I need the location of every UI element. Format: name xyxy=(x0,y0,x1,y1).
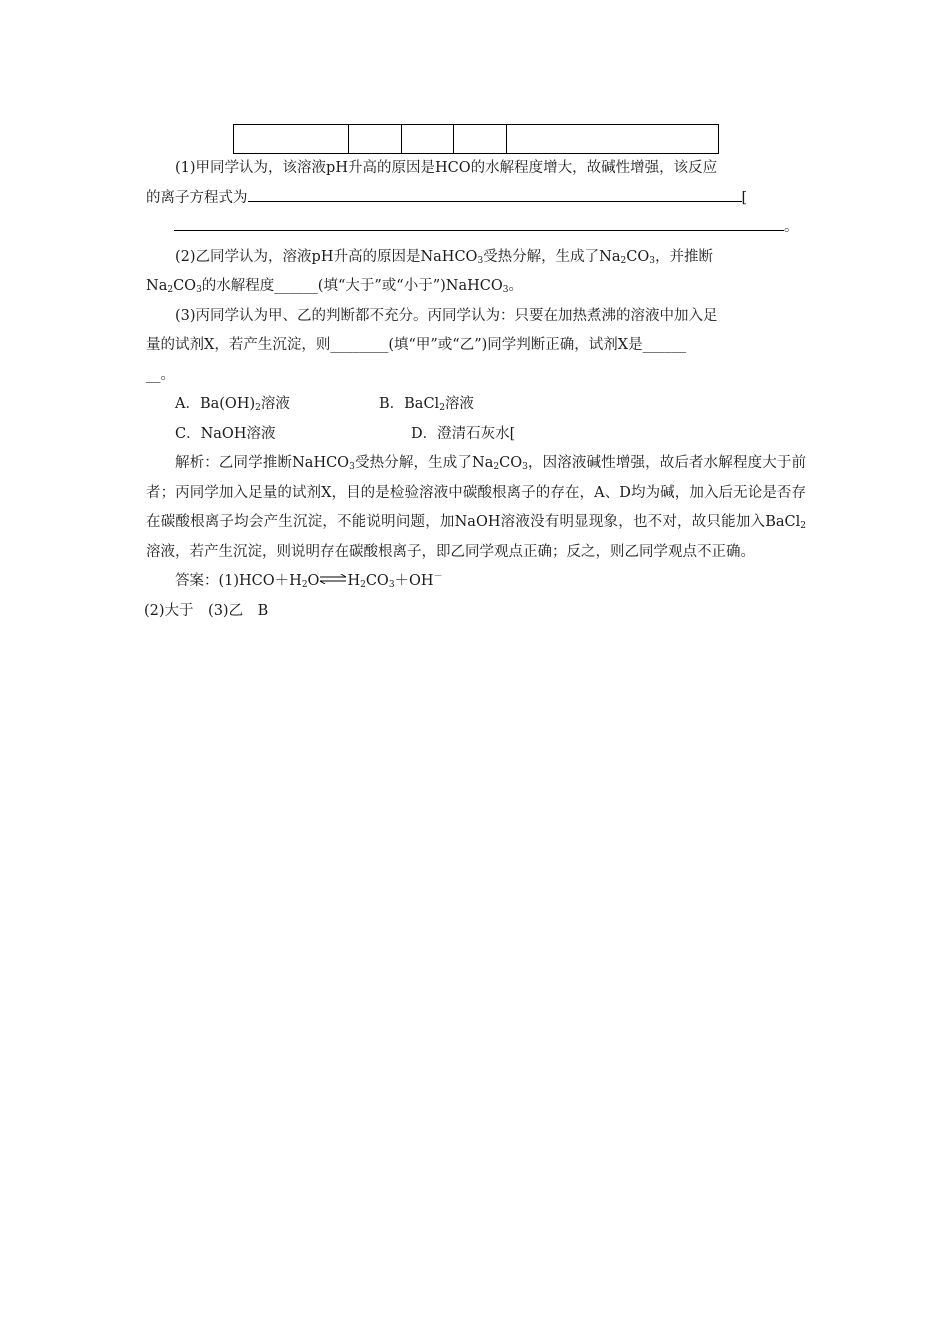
q2-text: 。 xyxy=(508,278,523,294)
equation-text: H xyxy=(347,573,361,589)
q1-end: 。 xyxy=(784,219,799,235)
table-cell xyxy=(349,125,402,154)
q2-text: 受热分解，生成了Na xyxy=(483,248,621,265)
q2-text: ，并推断 xyxy=(654,248,713,265)
option-a-tail: 溶液 xyxy=(260,396,290,412)
q1-bracket: [ xyxy=(741,189,748,206)
q2-text: Na xyxy=(146,278,168,294)
analysis xyxy=(146,449,806,567)
answer-label: 答案： xyxy=(175,573,219,589)
subscript: 3 xyxy=(477,255,484,266)
option-b xyxy=(379,390,474,420)
q3-line2: 量的试剂X，若产生沉淀，则________(填“甲”或“乙”)同学判断正确，试剂X是______ xyxy=(146,337,687,353)
subscript: 2 xyxy=(167,285,174,295)
answer-blank xyxy=(174,216,784,231)
equation-text: ＋OH xyxy=(394,573,434,589)
data-table xyxy=(233,124,719,154)
subscript: 3 xyxy=(196,285,202,295)
subscript: 3 xyxy=(522,462,528,472)
question-2 xyxy=(146,243,806,302)
q2-line2 xyxy=(146,272,806,302)
equation-text: (1)HCO＋H xyxy=(218,573,302,589)
q1-line2 xyxy=(146,184,806,214)
table-row xyxy=(234,125,719,154)
q2-text: CO xyxy=(626,248,650,265)
q3-line1: (3)丙同学认为甲、乙的判断都不充分。丙同学认为：只要在加热煮沸的溶液中加入足 xyxy=(175,307,718,324)
equilibrium-arrow-icon xyxy=(319,574,347,584)
subscript: 2 xyxy=(439,403,445,413)
spacer xyxy=(146,217,174,231)
q2-line1 xyxy=(146,243,806,273)
analysis-text: 受热分解，生成了Na xyxy=(354,455,494,471)
superscript: － xyxy=(433,572,443,583)
option-a-text: A．Ba(OH) xyxy=(175,396,256,412)
option-d: D．澄清石灰水[ xyxy=(411,425,516,442)
option-b-text: B．BaCl xyxy=(379,396,440,412)
answer-line1 xyxy=(146,567,806,597)
q1-line3 xyxy=(146,213,806,243)
table-cell xyxy=(234,125,349,154)
options-row-1 xyxy=(146,390,806,420)
subscript: 3 xyxy=(349,462,355,472)
subscript: 2 xyxy=(301,580,308,590)
table-cell xyxy=(507,125,719,154)
q1-line2-text: 的离子方程式为 xyxy=(146,189,248,206)
q1-line1: (1)甲同学认为，该溶液pH升高的原因是HCO的水解程度增大，故碱性增强，该反应 xyxy=(175,160,718,176)
analysis-text: CO xyxy=(499,455,523,471)
question-1 xyxy=(146,154,806,243)
subscript: 2 xyxy=(800,521,806,531)
subscript: 3 xyxy=(388,580,395,590)
analysis-text: 溶液，若产生沉淀，则说明存在碳酸根离子，即乙同学观点正确；反之，则乙同学观点不正确。 xyxy=(146,543,755,560)
options-row-2 xyxy=(146,420,806,450)
q2-text: CO xyxy=(173,278,197,294)
answer xyxy=(146,567,806,626)
subscript: 2 xyxy=(255,403,261,413)
option-a xyxy=(175,390,379,420)
subscript: 3 xyxy=(502,285,509,295)
q3-line3: __。 xyxy=(146,366,175,383)
subscript: 2 xyxy=(620,255,627,266)
document-body xyxy=(146,124,806,626)
equation-text: O xyxy=(307,573,320,589)
table-cell xyxy=(402,125,454,154)
q2-text: 的水解程度______(填“大于”或“小于”)NaHCO xyxy=(201,278,503,294)
q2-text: (2)乙同学认为，溶液pH升高的原因是NaHCO xyxy=(175,248,478,265)
option-c: C．NaOH溶液 xyxy=(175,425,276,442)
subscript: 3 xyxy=(649,255,655,266)
equation-text: CO xyxy=(365,573,389,589)
answer-line2: (2)大于 (3)乙 B xyxy=(144,602,269,619)
analysis-text: 解析：乙同学推断NaHCO xyxy=(175,455,350,471)
table-cell xyxy=(454,125,507,154)
option-b-tail: 溶液 xyxy=(444,396,474,412)
analysis-text: ，因溶液碱性增强，故后者水解程度大于前者；丙同学加入足量的试剂X，目的是检验溶液中碳酸根离子的存在，A、D均为碱，加入后无论是否存在碳酸根离子均会产生沉淀，不能说明问题，加NaOH溶液没有明显现象，也不对，故只能加入BaCl xyxy=(146,455,806,530)
answer-blank xyxy=(248,187,742,202)
subscript: 2 xyxy=(360,580,366,590)
subscript: 2 xyxy=(493,462,500,472)
question-3 xyxy=(146,302,806,391)
